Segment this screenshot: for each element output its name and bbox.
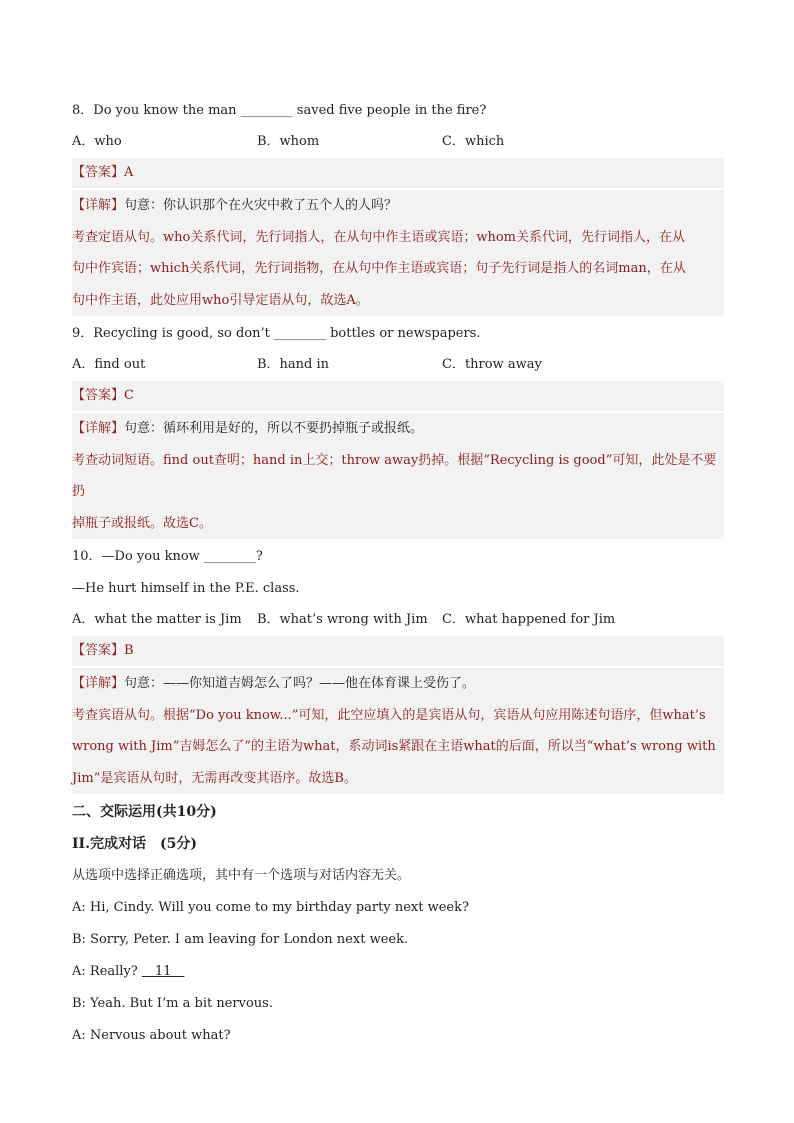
section-subtitle: II.完成对话 (5分) bbox=[72, 836, 197, 852]
section-instruction: 从选项中选择正确选项，其中有一个选项与对话内容无关。 bbox=[72, 868, 411, 883]
q8-answer bbox=[72, 158, 724, 188]
q8-stem: 8．Do you know the man ________ saved five people in the fire? bbox=[72, 103, 487, 118]
q8-options bbox=[72, 127, 724, 157]
q10-option-a: A．what the matter is Jim bbox=[72, 612, 242, 627]
q9-detail-box bbox=[72, 413, 724, 539]
q10-option-c: C．what happened for Jim bbox=[442, 612, 616, 627]
q8-detail-box bbox=[72, 190, 724, 316]
q10-stem: 10．—Do you know ________? bbox=[72, 549, 263, 564]
q9-explanation-1: 考查动词短语。find out查明；hand in上交；throw away扔掉。根据“Recycling is good”可知，此处是不要扔 bbox=[72, 452, 717, 499]
q8-detail-tag: 【详解】 bbox=[72, 198, 125, 213]
q10-answer-box bbox=[72, 636, 724, 666]
q9-meaning-text: 句意：循环利用是好的，所以不要扔掉瓶子或报纸。 bbox=[124, 421, 424, 436]
q8-meaning bbox=[72, 190, 724, 222]
q9-answer-tag: 【答案】 bbox=[72, 388, 125, 403]
q10-explanation-3: Jim”是宾语从句时，无需再改变其语序。故选B。 bbox=[72, 770, 357, 786]
q9-answer-box bbox=[72, 381, 724, 411]
q10-answer-tag: 【答案】 bbox=[72, 643, 125, 658]
q8-answer-tag: 【答案】 bbox=[72, 165, 125, 180]
q9-detail-tag: 【详解】 bbox=[72, 421, 125, 436]
dialog-line-1: A: Hi, Cindy. Will you come to my birthday party next week? bbox=[72, 900, 469, 915]
q10-reply: —He hurt himself in the P.E. class. bbox=[72, 581, 300, 596]
q9-stem: 9．Recycling is good, so don’t ________ bottles or newspapers. bbox=[72, 326, 481, 341]
q10-answer bbox=[72, 636, 724, 666]
blank-11: 11 bbox=[141, 964, 185, 979]
q9-meaning bbox=[72, 413, 724, 445]
q10-explanation-2: wrong with Jim“吉姆怎么了”的主语为what，系动词is紧跟在主语what的后面，所以当“what’s wrong with bbox=[72, 739, 716, 754]
q8-explanation-1: 考查定语从句。who关系代词，先行词指人，在从句中作主语或宾语；whom关系代词，先行词指人，在从 bbox=[72, 229, 685, 245]
q9-answer-value: C bbox=[124, 388, 134, 403]
q9-answer bbox=[72, 381, 724, 411]
q9-option-a: A．find out bbox=[72, 357, 146, 372]
q9-option-b: B．hand in bbox=[257, 357, 330, 372]
q8-explanation-2: 句中作宾语；which关系代词，先行词指物，在从句中作主语或宾语；句子先行词是指人的名词man，在从 bbox=[72, 261, 686, 276]
dialog-line-5: A: Nervous about what? bbox=[72, 1028, 231, 1043]
q9-options bbox=[72, 350, 724, 380]
dialog-line-3 bbox=[72, 956, 724, 988]
section-title: 二、交际运用(共10分) bbox=[72, 804, 217, 820]
q10-answer-value: B bbox=[124, 643, 134, 658]
dialog-line-4: B: Yeah. But I’m a bit nervous. bbox=[72, 996, 273, 1011]
q8-meaning-text: 句意：你认识那个在火灾中救了五个人的人吗？ bbox=[124, 198, 398, 213]
document-page bbox=[72, 95, 724, 1052]
q10-option-b: B．what’s wrong with Jim bbox=[257, 612, 428, 627]
dialog-line-3-text: A: Really? bbox=[72, 964, 138, 979]
q8-option-a: A．who bbox=[72, 134, 122, 149]
dialog-line-2: B: Sorry, Peter. I am leaving for London next week. bbox=[72, 932, 409, 947]
q9-explanation-2: 掉瓶子或报纸。故选C。 bbox=[72, 515, 212, 531]
q10-meaning bbox=[72, 668, 724, 700]
q8-explanation-3: 句中作主语，此处应用who引导定语从句，故选A。 bbox=[72, 292, 369, 308]
q10-detail-box bbox=[72, 668, 724, 794]
q10-options bbox=[72, 605, 724, 635]
q9-option-c: C．throw away bbox=[442, 357, 542, 372]
q10-meaning-text: 句意：——你知道吉姆怎么了吗？——他在体育课上受伤了。 bbox=[124, 676, 476, 691]
q10-detail-tag: 【详解】 bbox=[72, 676, 125, 691]
q10-explanation-1: 考查宾语从句。根据“Do you know...”可知，此空应填入的是宾语从句，宾语从句应用陈述句语序，但what’s bbox=[72, 707, 706, 723]
q8-option-b: B．whom bbox=[257, 134, 320, 149]
q8-answer-box bbox=[72, 158, 724, 188]
q8-option-c: C．which bbox=[442, 134, 505, 149]
q8-answer-value: A bbox=[124, 165, 134, 180]
